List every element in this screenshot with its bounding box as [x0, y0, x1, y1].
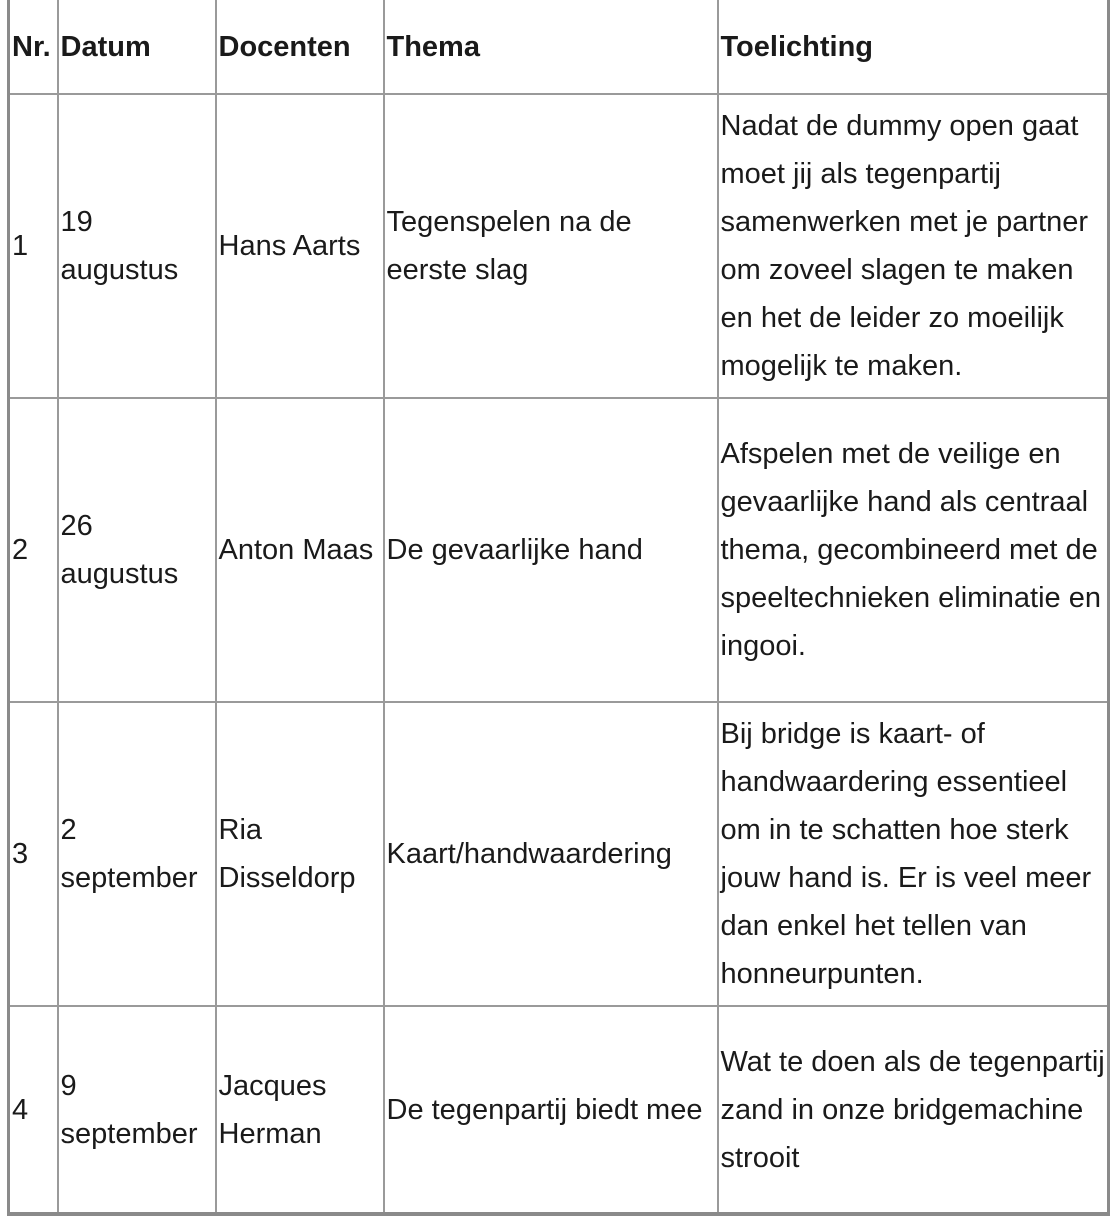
table-row	[9, 1006, 1109, 1214]
lesson-table	[7, 0, 1110, 1216]
cell-thema: Tegenspelen na de eerste slag	[384, 94, 718, 398]
cell-datum: 9 september	[58, 1006, 216, 1214]
table-row	[9, 398, 1109, 702]
column-header-nr: Nr.	[9, 0, 58, 94]
cell-nr: 2	[9, 398, 58, 702]
cell-docenten: Ria Disseldorp	[216, 702, 384, 1006]
cell-nr: 1	[9, 94, 58, 398]
cell-datum: 19 augustus	[58, 94, 216, 398]
cell-datum: 2 september	[58, 702, 216, 1006]
cell-toelichting: Nadat de dummy open gaat moet jij als tegenpartij samenwerken met je partner om zoveel slagen te maken en het de leider zo moeilijk mogelijk te maken.	[718, 94, 1109, 398]
cell-datum: 26 augustus	[58, 398, 216, 702]
cell-docenten: Hans Aarts	[216, 94, 384, 398]
cell-toelichting: Afspelen met de veilige en gevaarlijke hand als centraal thema, gecombineerd met de speeltechnieken eliminatie en ingooi.	[718, 398, 1109, 702]
column-header-docenten: Docenten	[216, 0, 384, 94]
cell-nr: 3	[9, 702, 58, 1006]
column-header-toelichting: Toelichting	[718, 0, 1109, 94]
cell-docenten: Jacques Herman	[216, 1006, 384, 1214]
cell-nr: 4	[9, 1006, 58, 1214]
cell-toelichting: Wat te doen als de tegenpartij zand in onze bridgemachine strooit	[718, 1006, 1109, 1214]
table-row	[9, 702, 1109, 1006]
table-header-row	[9, 0, 1109, 94]
table-row	[9, 94, 1109, 398]
cell-thema: Kaart/handwaardering	[384, 702, 718, 1006]
column-header-thema: Thema	[384, 0, 718, 94]
cell-thema: De gevaarlijke hand	[384, 398, 718, 702]
cell-thema: De tegenpartij biedt mee	[384, 1006, 718, 1214]
cell-docenten: Anton Maas	[216, 398, 384, 702]
column-header-datum: Datum	[58, 0, 216, 94]
cell-toelichting: Bij bridge is kaart- of handwaardering essentieel om in te schatten hoe sterk jouw hand is. Er is veel meer dan enkel het tellen van honneurpunten.	[718, 702, 1109, 1006]
